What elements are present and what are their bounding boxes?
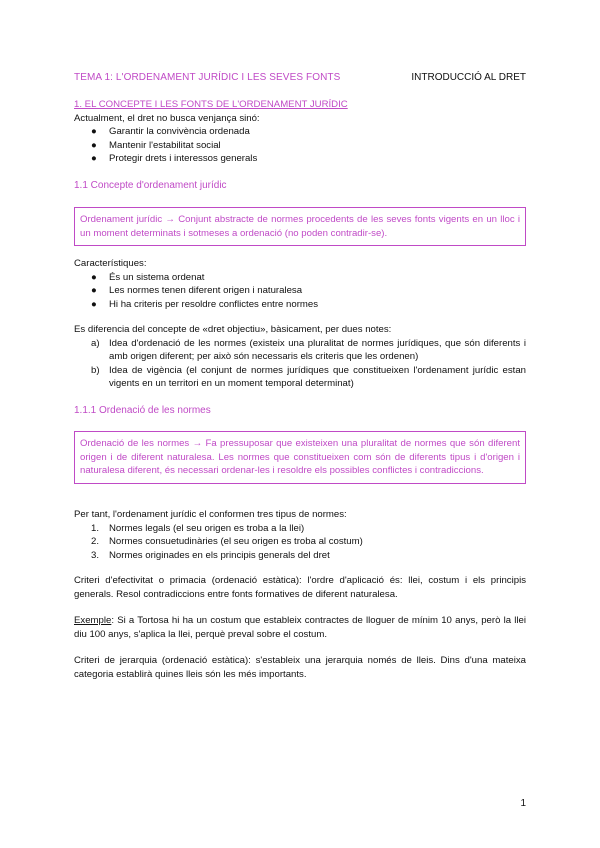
criterion-efectivitat: Criteri d'efectivitat o primacia (ordenació estàtica): l'ordre d'aplicació és: llei, costum i els principis generals. Resol contradiccions entre fonts formatives de diferent naturalesa.: [74, 575, 526, 600]
section-1-intro: Actualment, el dret no busca venjança sinó:: [74, 112, 260, 124]
list-item: [74, 139, 526, 153]
section-1-bullet-list: [74, 125, 526, 166]
list-marker: 1.: [91, 522, 100, 534]
bullet-icon: ●: [91, 139, 97, 151]
list-item: [74, 549, 526, 563]
list-item: [74, 271, 526, 285]
list-marker: a): [91, 337, 100, 349]
list-item-text: Idea de vigència (el conjunt de normes jurídiques que constitueixen l'ordenament jurídic estan vigents en un territori en un moment temporal determinat): [109, 364, 526, 390]
difference-intro: Es diferencia del concepte de «dret objectiu», bàsicament, per dues notes:: [74, 324, 392, 335]
list-item: [74, 284, 526, 298]
list-item: [74, 298, 526, 312]
list-item: [74, 152, 526, 166]
section-1-1-1-heading: 1.1.1 Ordenació de les normes: [74, 405, 211, 416]
page-header: [74, 72, 526, 86]
bullet-icon: ●: [91, 126, 97, 138]
list-item-text: Mantenir l'estabilitat social: [109, 139, 221, 151]
list-item-text: Les normes tenen diferent origen i naturalesa: [109, 285, 303, 297]
list-item: [74, 364, 526, 391]
list-item-text: Garantir la convivència ordenada: [109, 126, 250, 138]
bullet-icon: ●: [91, 271, 97, 283]
characteristics-label: Característiques:: [74, 258, 147, 269]
list-item-text: És un sistema ordenat: [109, 271, 205, 283]
list-item: [74, 522, 526, 536]
page-number: 1: [520, 798, 526, 809]
norm-types-intro: Per tant, l'ordenament jurídic el conformen tres tipus de normes:: [74, 509, 347, 520]
definition-box-ordenacio: Ordenació de les normes → Fa pressuposar que existeixen una pluralitat de normes que són diferent origen i de diferent naturalesa. Les normes que constitueixen com són de diferents tipus i d'origen i naturalesa diferent, és necessari ordenar-les i resoldre els possibles conflictes i contradiccions.: [74, 431, 526, 484]
list-item-text: Idea d'ordenació de les normes (existeix una pluralitat de normes jurídiques, que són diferents i amb origen diferent; per això són necessaris els criteris que les ordenen): [109, 337, 526, 363]
example-label: Exemple: [74, 615, 112, 626]
list-marker: 2.: [91, 536, 100, 548]
characteristics-list: [74, 271, 526, 312]
section-1-1-heading: 1.1 Concepte d'ordenament jurídic: [74, 180, 227, 191]
example-text: : Si a Tortosa hi ha un costum que estableix contractes de lloguer de mínim 10 anys, però la llei diu 100 anys, s'aplica la llei, perquè preval sobre el costum.: [74, 615, 526, 640]
difference-block: [74, 323, 526, 391]
header-topic-title: TEMA 1: L'ORDENAMENT JURÍDIC I LES SEVES FONTS: [74, 72, 341, 83]
list-item: [74, 125, 526, 139]
notes-list: [74, 337, 526, 391]
header-course-title: INTRODUCCIÓ AL DRET: [411, 72, 526, 83]
list-item-text: Normes originades en els principis generals del dret: [109, 549, 330, 561]
norm-types-list: [74, 522, 526, 563]
norm-types-block: [74, 508, 526, 562]
list-marker: 3.: [91, 549, 100, 561]
list-item: [74, 535, 526, 549]
bullet-icon: ●: [91, 285, 97, 297]
definition-box-ordenament: Ordenament jurídic → Conjunt abstracte de normes procedents de les seves fonts vigents en un lloc i un moment determinats i sotmeses a ordenació (no poden contradir-se).: [74, 207, 526, 246]
list-item: [74, 337, 526, 364]
list-item-text: Protegir drets i interessos generals: [109, 153, 258, 165]
section-1: [74, 98, 526, 166]
list-item-text: Normes consuetudinàries (el seu origen es troba al costum): [109, 536, 363, 548]
criterion-jerarquia: Criteri de jerarquia (ordenació estàtica): s'estableix una jerarquia només de lleis. Dins d'una mateixa categoria establirà quines lleis són les més importants.: [74, 655, 526, 680]
section-1-heading: 1. EL CONCEPTE I LES FONTS DE L'ORDENAMENT JURÍDIC: [74, 99, 348, 110]
bullet-icon: ●: [91, 153, 97, 165]
bullet-icon: ●: [91, 298, 97, 310]
example-paragraph: [74, 614, 526, 641]
list-item-text: Hi ha criteris per resoldre conflictes entre normes: [109, 298, 319, 310]
list-marker: b): [91, 364, 100, 376]
list-item-text: Normes legals (el seu origen es troba a la llei): [109, 522, 305, 534]
characteristics-block: [74, 257, 526, 311]
